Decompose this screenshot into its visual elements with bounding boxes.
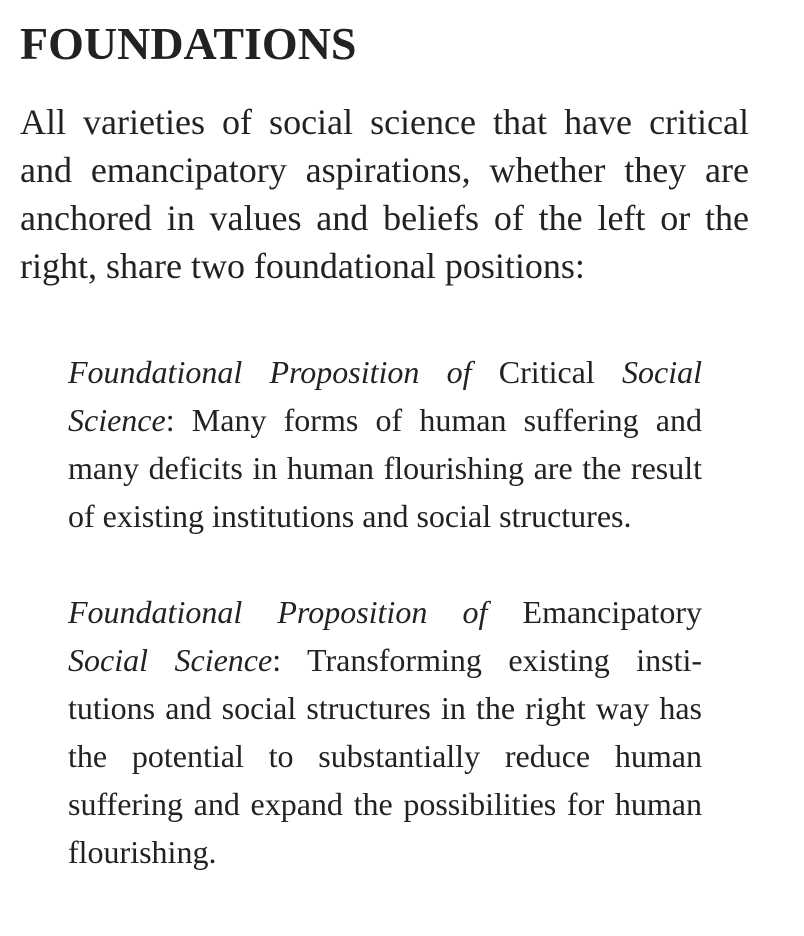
proposition-body: Many forms of human suffering and many deficits in human flourishing are the result of existing institutions and social structures. bbox=[68, 402, 703, 534]
proposition-critical bbox=[68, 348, 702, 540]
proposition-name-italic: Social Science bbox=[68, 354, 702, 438]
proposition-name-italic: Social Science bbox=[68, 642, 273, 678]
proposition-prefix: Foundational Proposition of bbox=[68, 594, 488, 630]
proposition-name-roman: Critical bbox=[498, 354, 595, 390]
section-heading: FOUNDATIONS bbox=[20, 18, 357, 69]
proposition-separator: : bbox=[272, 642, 282, 678]
proposition-separator: : bbox=[165, 402, 175, 438]
propositions-blockquote bbox=[68, 348, 702, 876]
proposition-body: Transforming existing institutions and social structures in the right way has the potential to substantially reduce human suffering and expand the possibilities for human flourishing. bbox=[68, 642, 702, 870]
proposition-emancipatory bbox=[68, 588, 702, 876]
proposition-name-roman: Emancipatory bbox=[522, 594, 702, 630]
proposition-prefix: Foundational Proposition of bbox=[68, 354, 472, 390]
intro-paragraph: All varieties of social science that have critical and emancipatory aspirations, whether they are anchored in values and beliefs of the left or the right, share two foundational positions: bbox=[20, 102, 749, 286]
